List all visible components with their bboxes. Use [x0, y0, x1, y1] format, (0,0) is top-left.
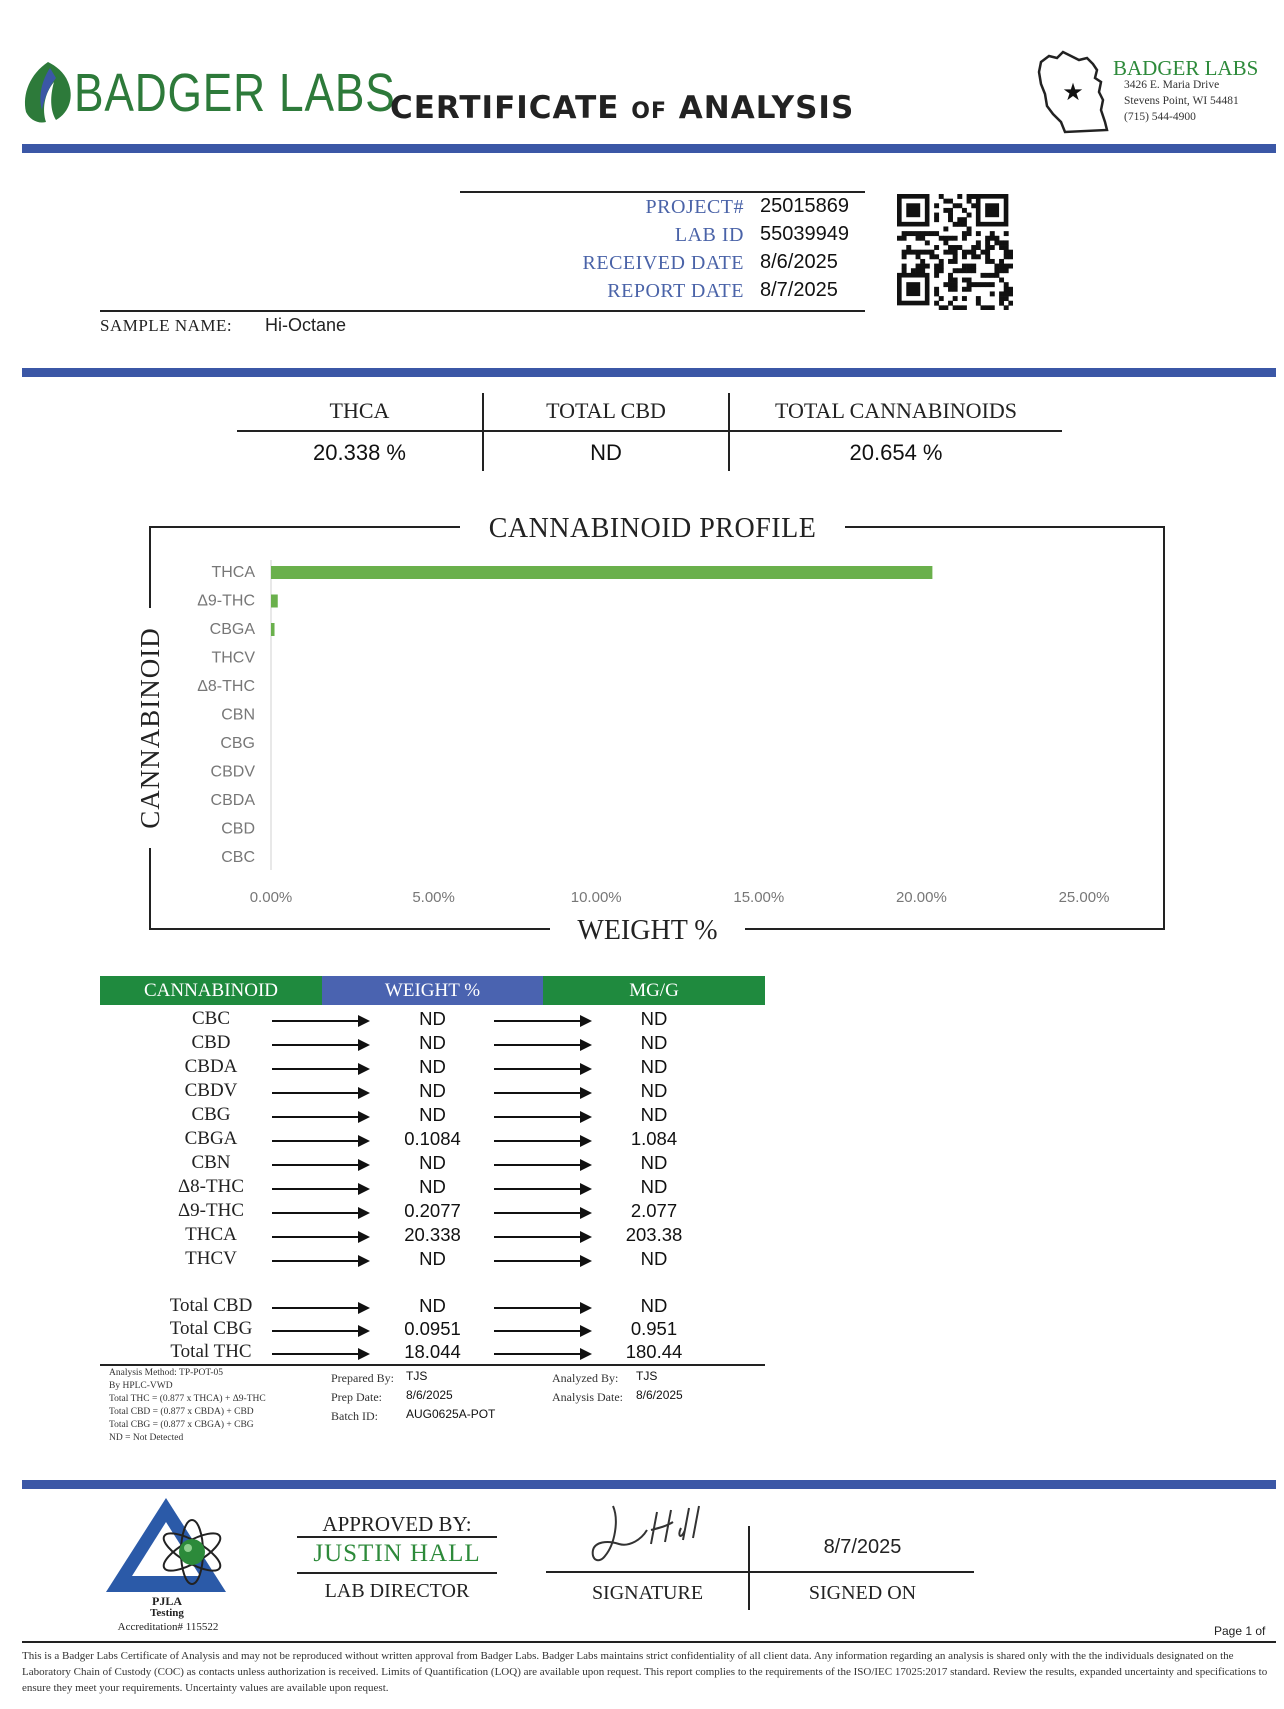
- row-weight: ND: [419, 1248, 446, 1269]
- row-weight: ND: [419, 1176, 446, 1197]
- analyzed-by-value: TJS: [636, 1369, 658, 1383]
- chart-category-label: THCV: [211, 649, 255, 667]
- total-mg: ND: [640, 1295, 668, 1316]
- chart-title: CANNABINOID PROFILE: [460, 510, 845, 548]
- project-label: PROJECT#: [645, 196, 744, 218]
- row-weight: ND: [419, 1080, 446, 1101]
- row-mg: 203.38: [625, 1224, 683, 1245]
- pjla-atom-logo-icon: [104, 1496, 229, 1596]
- analysis-note-line: Total CBG = (0.877 x CBGA) + CBG: [109, 1420, 254, 1430]
- row-mg: 1.084: [630, 1128, 678, 1149]
- row-mg: ND: [640, 1008, 668, 1029]
- total-name: Total CBD: [169, 1295, 253, 1316]
- chart-y-axis-label: CANNABINOID: [135, 627, 165, 829]
- chart-category-label: CBC: [221, 849, 255, 866]
- row-weight: 0.1084: [404, 1128, 461, 1149]
- approved-by-label: APPROVED BY:: [322, 1512, 472, 1536]
- analysis-note-line: Total CBD = (0.877 x CBDA) + CBD: [109, 1407, 254, 1417]
- row-name: CBC: [191, 1008, 231, 1029]
- row-weight: ND: [419, 1008, 446, 1029]
- row-mg: ND: [640, 1152, 668, 1173]
- chart-category-label: CBGA: [209, 621, 255, 638]
- chart-x-tick-label: 0.00%: [249, 889, 293, 906]
- summary-total-cbd-value: ND: [590, 440, 622, 465]
- received-date-value: 8/6/2025: [760, 251, 838, 273]
- brand-logo-text: BADGER LABS: [74, 63, 396, 123]
- row-weight: ND: [419, 1032, 446, 1053]
- total-mg: 180.44: [625, 1341, 683, 1362]
- chart-x-axis-label: WEIGHT %: [550, 914, 745, 948]
- row-name: Δ8-THC: [177, 1176, 245, 1197]
- lab-name: BADGER LABS: [1113, 56, 1259, 80]
- total-name: Total THC: [170, 1341, 252, 1362]
- total-name: Total CBG: [169, 1318, 253, 1339]
- table-header-cannabinoid: CANNABINOID: [100, 976, 322, 1005]
- signature-mark: [585, 1500, 735, 1570]
- address-line-1: 3426 E. Maria Drive: [1124, 79, 1220, 91]
- chart-category-label: CBDA: [210, 792, 255, 809]
- approver-role: LAB DIRECTOR: [324, 1580, 470, 1602]
- row-weight: ND: [419, 1056, 446, 1077]
- summary-thca-value: 20.338 %: [313, 440, 406, 465]
- chart-x-tick-label: 10.00%: [570, 889, 622, 906]
- accreditation-number: Accreditation# 115522: [117, 1621, 219, 1633]
- received-date-label: RECEIVED DATE: [582, 252, 744, 274]
- prepared-by-label: Prepared By:: [331, 1371, 394, 1385]
- report-date-label: REPORT DATE: [607, 280, 744, 302]
- row-mg: ND: [640, 1056, 668, 1077]
- table-header-weight: WEIGHT %: [322, 976, 543, 1005]
- analysis-note-line: Total THC = (0.877 x THCA) + Δ9-THC: [109, 1394, 266, 1404]
- pjla-testing-label: Testing: [150, 1607, 184, 1619]
- row-mg: ND: [640, 1248, 668, 1269]
- row-name: CBG: [191, 1104, 231, 1125]
- row-weight: ND: [419, 1152, 446, 1173]
- prepared-by-value: TJS: [406, 1369, 428, 1383]
- lab-id-label: LAB ID: [674, 224, 744, 246]
- page-number: Page 1 of: [1214, 1624, 1266, 1638]
- phone-number: (715) 544-4900: [1124, 111, 1196, 123]
- prep-date-value: 8/6/2025: [406, 1388, 453, 1402]
- total-weight: 0.0951: [404, 1318, 461, 1339]
- chart-x-tick-label: 25.00%: [1058, 889, 1110, 906]
- pjla-label: PJLA: [152, 1594, 182, 1608]
- analysis-note-line: ND = Not Detected: [109, 1433, 184, 1443]
- analysis-note-line: Analysis Method: TP-POT-05: [109, 1368, 224, 1378]
- row-name: CBN: [191, 1152, 231, 1173]
- analysis-date-value: 8/6/2025: [636, 1388, 683, 1402]
- chart-category-label: CBG: [220, 735, 255, 752]
- row-name: THCV: [185, 1248, 237, 1269]
- total-weight: ND: [419, 1295, 446, 1316]
- total-weight: 18.044: [404, 1341, 461, 1362]
- row-name: CBDA: [184, 1056, 238, 1077]
- project-value: 25015869: [760, 195, 849, 217]
- svg-text:★: ★: [1062, 78, 1084, 106]
- row-name: CBDV: [184, 1080, 238, 1101]
- chart-bar: [271, 595, 278, 608]
- row-name: CBD: [191, 1032, 231, 1053]
- footer-divider: [22, 1480, 1276, 1489]
- row-weight: ND: [419, 1104, 446, 1125]
- approver-name: JUSTIN HALL: [313, 1540, 481, 1567]
- document-title: CERTIFICATE OF ANALYSIS: [390, 90, 855, 126]
- summary-total-cannabinoids-label: TOTAL CANNABINOIDS: [774, 398, 1018, 423]
- batch-id-value: AUG0625A-POT: [406, 1407, 496, 1421]
- chart-x-tick-label: 15.00%: [733, 889, 785, 906]
- report-date-value: 8/7/2025: [760, 279, 838, 301]
- analyzed-by-label: Analyzed By:: [552, 1371, 619, 1385]
- address-line-2: Stevens Point, WI 54481: [1124, 95, 1239, 107]
- chart-category-label: CBN: [221, 706, 255, 724]
- signature-label: SIGNATURE: [591, 1582, 704, 1604]
- chart-category-label: Δ9-THC: [197, 592, 255, 610]
- row-weight: 20.338: [404, 1224, 461, 1245]
- prep-date-label: Prep Date:: [331, 1390, 382, 1404]
- row-weight: 0.2077: [404, 1200, 461, 1221]
- row-name: CBGA: [184, 1128, 238, 1149]
- chart-category-label: Δ8-THC: [197, 678, 255, 695]
- chart-category-label: CBD: [221, 820, 255, 838]
- table-bottom-rule: [100, 1364, 765, 1366]
- row-mg: ND: [640, 1032, 668, 1053]
- batch-id-label: Batch ID:: [331, 1409, 378, 1423]
- signed-on-date: 8/7/2025: [823, 1536, 902, 1558]
- disclaimer-text: This is a Badger Labs Certificate of Analysis and may not be reproduced without written approval from Badger Labs. Badger Labs maintains strict confidentiality of all client data. Any information regarding an analysis is shared only with the the individuals designated on the Laboratory Chain of Custody (COC) as contacts unless authorization is received. Limits of Quantification (LOQ) are available upon request. This report complies to the requirements of the ISO/IEC 17025:2017 standard. Review the results, expanded uncertainty and specifications to ensure they meet your requirements. Uncertainty values are available upon request.: [22, 1650, 1268, 1694]
- chart-x-tick-label: 20.00%: [895, 889, 947, 906]
- analysis-date-label: Analysis Date:: [552, 1390, 623, 1404]
- row-mg: ND: [640, 1080, 668, 1101]
- analysis-note-line: By HPLC-VWD: [109, 1381, 173, 1391]
- chart-bar: [271, 623, 275, 636]
- summary-total-cannabinoids-value: 20.654 %: [849, 440, 943, 465]
- row-name: THCA: [185, 1224, 237, 1245]
- summary-total-cbd-label: TOTAL CBD: [546, 398, 666, 423]
- total-mg: 0.951: [630, 1318, 678, 1339]
- row-mg: ND: [640, 1104, 668, 1125]
- row-name: Δ9-THC: [177, 1200, 245, 1221]
- signature-divider: [748, 1526, 750, 1610]
- chart-x-tick-label: 5.00%: [412, 889, 455, 906]
- chart-category-label: THCA: [211, 564, 255, 581]
- row-mg: 2.077: [630, 1200, 678, 1221]
- sample-name-value: Hi-Octane: [265, 315, 347, 335]
- table-header-mg: MG/G: [543, 976, 765, 1005]
- lab-id-value: 55039949: [760, 223, 849, 245]
- chart-bar: [271, 566, 932, 579]
- signature-rule: [546, 1571, 974, 1573]
- approved-rule-1: [297, 1536, 497, 1538]
- row-mg: ND: [640, 1176, 668, 1197]
- disclaimer-rule: [22, 1641, 1276, 1643]
- summary-thca-label: THCA: [329, 398, 390, 423]
- approved-rule-2: [297, 1572, 497, 1574]
- chart-category-label: CBDV: [210, 763, 255, 781]
- sample-name-label: SAMPLE NAME:: [100, 316, 233, 335]
- signed-on-label: SIGNED ON: [808, 1582, 917, 1604]
